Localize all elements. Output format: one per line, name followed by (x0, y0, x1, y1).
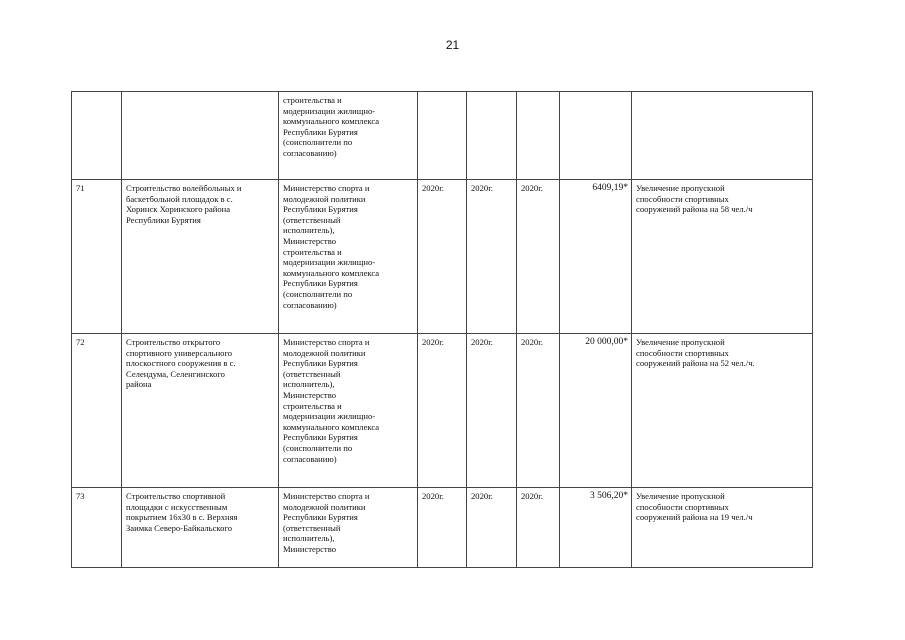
expected-result: Увеличение пропускной способности спортивных сооружений района на 19 чел./ч (632, 488, 813, 568)
row-number (72, 92, 122, 180)
year-end: 2020г. (517, 180, 560, 334)
funding-amount: 20 000,00* (560, 334, 632, 488)
measure-name: Строительство открытого спортивного универсального плоскостного сооружения в с. Селендума, Селенгинского района (122, 334, 279, 488)
measure-name: Строительство волейбольных и баскетбольной площадок в с. Хоринск Хоринского района Республики Бурятия (122, 180, 279, 334)
funding-amount: 6409,19* (560, 180, 632, 334)
year-end: 2020г. (517, 488, 560, 568)
executors: Министерство спорта и молодежной политики Республики Бурятия (ответственный исполнитель), Министерство (279, 488, 418, 568)
measure-name: Строительство спортивной площадки с искусственным покрытием 16х30 в с. Верхняя Заимка Северо-Байкальского (122, 488, 279, 568)
table-row (72, 180, 813, 334)
year-end: 2020г. (517, 334, 560, 488)
funding-amount (560, 92, 632, 180)
row-number: 73 (72, 488, 122, 568)
year-mid: 2020г. (467, 180, 517, 334)
table-row (72, 334, 813, 488)
executors: Министерство спорта и молодежной политики Республики Бурятия (ответственный исполнитель), Министерство строительства и модернизации жилищно- коммунального комплекса Республики Бурятия (соисполнители по согласованию) (279, 334, 418, 488)
year-start (418, 92, 467, 180)
year-mid: 2020г. (467, 488, 517, 568)
table-row (72, 92, 813, 180)
year-end (517, 92, 560, 180)
expected-result: Увеличение пропускной способности спортивных сооружений района на 58 чел./ч (632, 180, 813, 334)
year-start: 2020г. (418, 488, 467, 568)
table-row (72, 488, 813, 568)
measures-table (71, 91, 813, 568)
measure-name (122, 92, 279, 180)
expected-result (632, 92, 813, 180)
expected-result: Увеличение пропускной способности спортивных сооружений района на 52 чел./ч. (632, 334, 813, 488)
year-start: 2020г. (418, 180, 467, 334)
row-number: 71 (72, 180, 122, 334)
executors: Министерство спорта и молодежной политики Республики Бурятия (ответственный исполнитель), Министерство строительства и модернизации жилищно- коммунального комплекса Республики Бурятия (соисполнители по согласованию) (279, 180, 418, 334)
executors: строительства и модернизации жилищно- коммунального комплекса Республики Бурятия (соисполнители по согласованию) (279, 92, 418, 180)
year-mid (467, 92, 517, 180)
year-start: 2020г. (418, 334, 467, 488)
page-number: 21 (445, 38, 460, 52)
year-mid: 2020г. (467, 334, 517, 488)
row-number: 72 (72, 334, 122, 488)
funding-amount: 3 506,20* (560, 488, 632, 568)
